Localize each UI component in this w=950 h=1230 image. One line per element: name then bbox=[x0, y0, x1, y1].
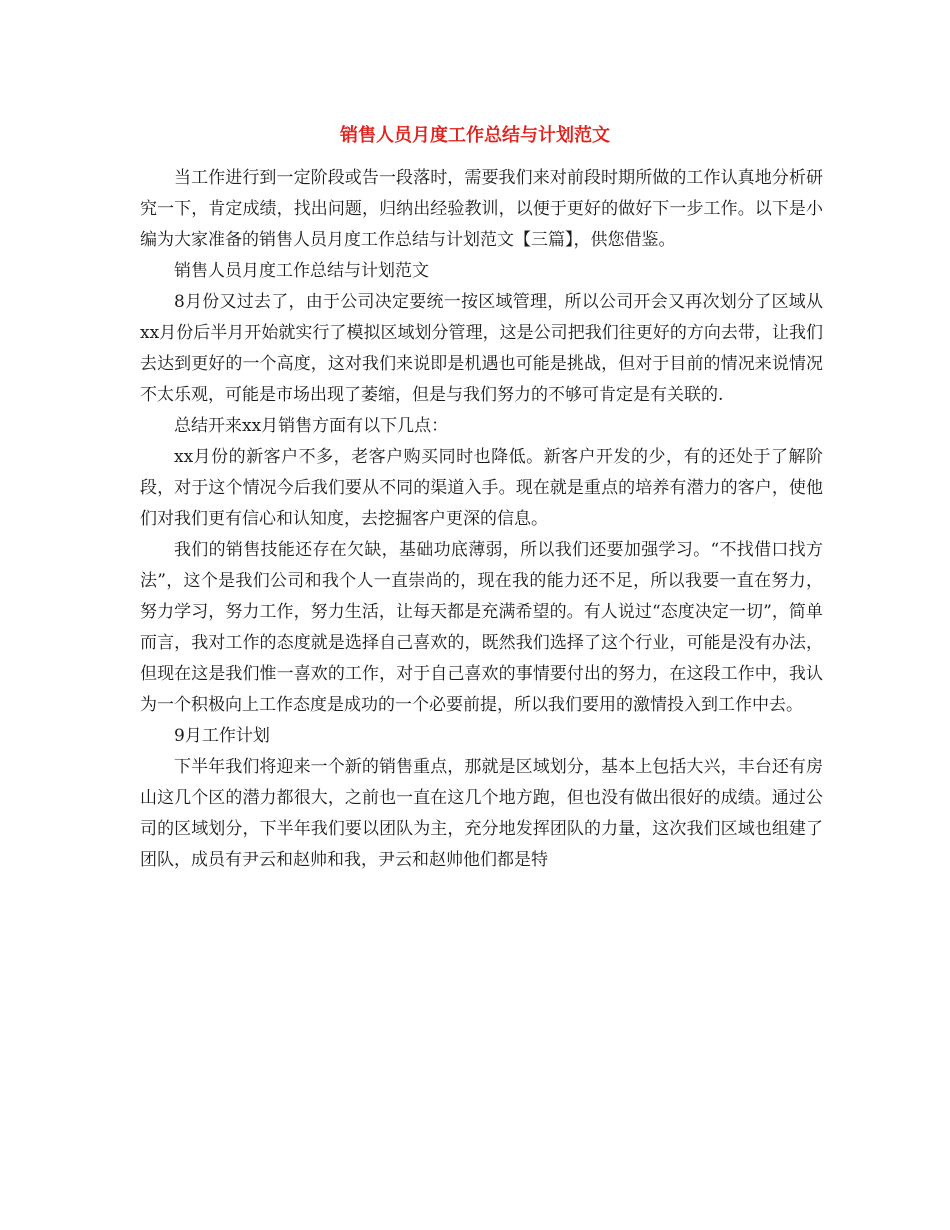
paragraph-plan-heading: 9月工作计划 bbox=[174, 726, 270, 746]
paragraph-intro: 当工作进行到一定阶段或告一段落时，需要我们来对前段时期所做的工作认真地分析研究一下，肯定成绩，找出问题，归纳出经验教训，以便于更好的做好下一步工作。以下是小编为大家准备的销售人员月度工作总结与计划范文【三篇】，供您借鉴。 bbox=[140, 168, 823, 250]
paragraph-customers: xx月份的新客户不多，老客户购买同时也降低。新客户开发的少，有的还处于了解阶段，对于这个情况今后我们要从不同的渠道入手。现在就是重点的培养有潜力的客户，使他们对我们更有信心和认知度，去挖掘客户更深的信息。 bbox=[140, 447, 823, 529]
paragraph-skills: 我们的销售技能还存在欠缺，基础功底薄弱，所以我们还要加强学习。“不找借口找方法”，这个是我们公司和我个人一直崇尚的，现在我的能力还不足，所以我要一直在努力，努力学习，努力工作，努力生活，让每天都是充满希望的。有人说过“态度决定一切”，简单而言，我对工作的态度就是选择自己喜欢的，既然我们选择了这个行业，可能是没有办法，但现在这是我们惟一喜欢的工作，对于自己喜欢的事情要付出的努力，在这段工作中，我认为一个积极向上工作态度是成功的一个必要前提，所以我们要用的激情投入到工作中去。 bbox=[140, 540, 823, 715]
document-title: 销售人员月度工作总结与计划范文 bbox=[340, 125, 610, 146]
paragraph-subtitle: 销售人员月度工作总结与计划范文 bbox=[174, 261, 429, 281]
paragraph-summary-heading: 总结开来xx月销售方面有以下几点： bbox=[174, 416, 449, 436]
paragraph-august-review: 8月份又过去了，由于公司决定要统一按区域管理，所以公司开会又再次划分了区域从xx月份后半月开始就实行了模拟区域划分管理，这是公司把我们往更好的方向去带，让我们去达到更好的一个高度，这对我们来说即是机遇也可能是挑战，但对于目前的情况来说情况不太乐观，可能是市场出现了萎缩，但是与我们努力的不够可肯定是有关联的. bbox=[140, 292, 823, 405]
document-body bbox=[140, 163, 823, 876]
paragraph-plan: 下半年我们将迎来一个新的销售重点，那就是区域划分，基本上包括大兴，丰台还有房山这几个区的潜力都很大，之前也一直在这几个地方跑，但也没有做出很好的成绩。通过公司的区域划分，下半年我们要以团队为主，充分地发挥团队的力量，这次我们区域也组建了团队，成员有尹云和赵帅和我，尹云和赵帅他们都是特 bbox=[140, 757, 823, 870]
